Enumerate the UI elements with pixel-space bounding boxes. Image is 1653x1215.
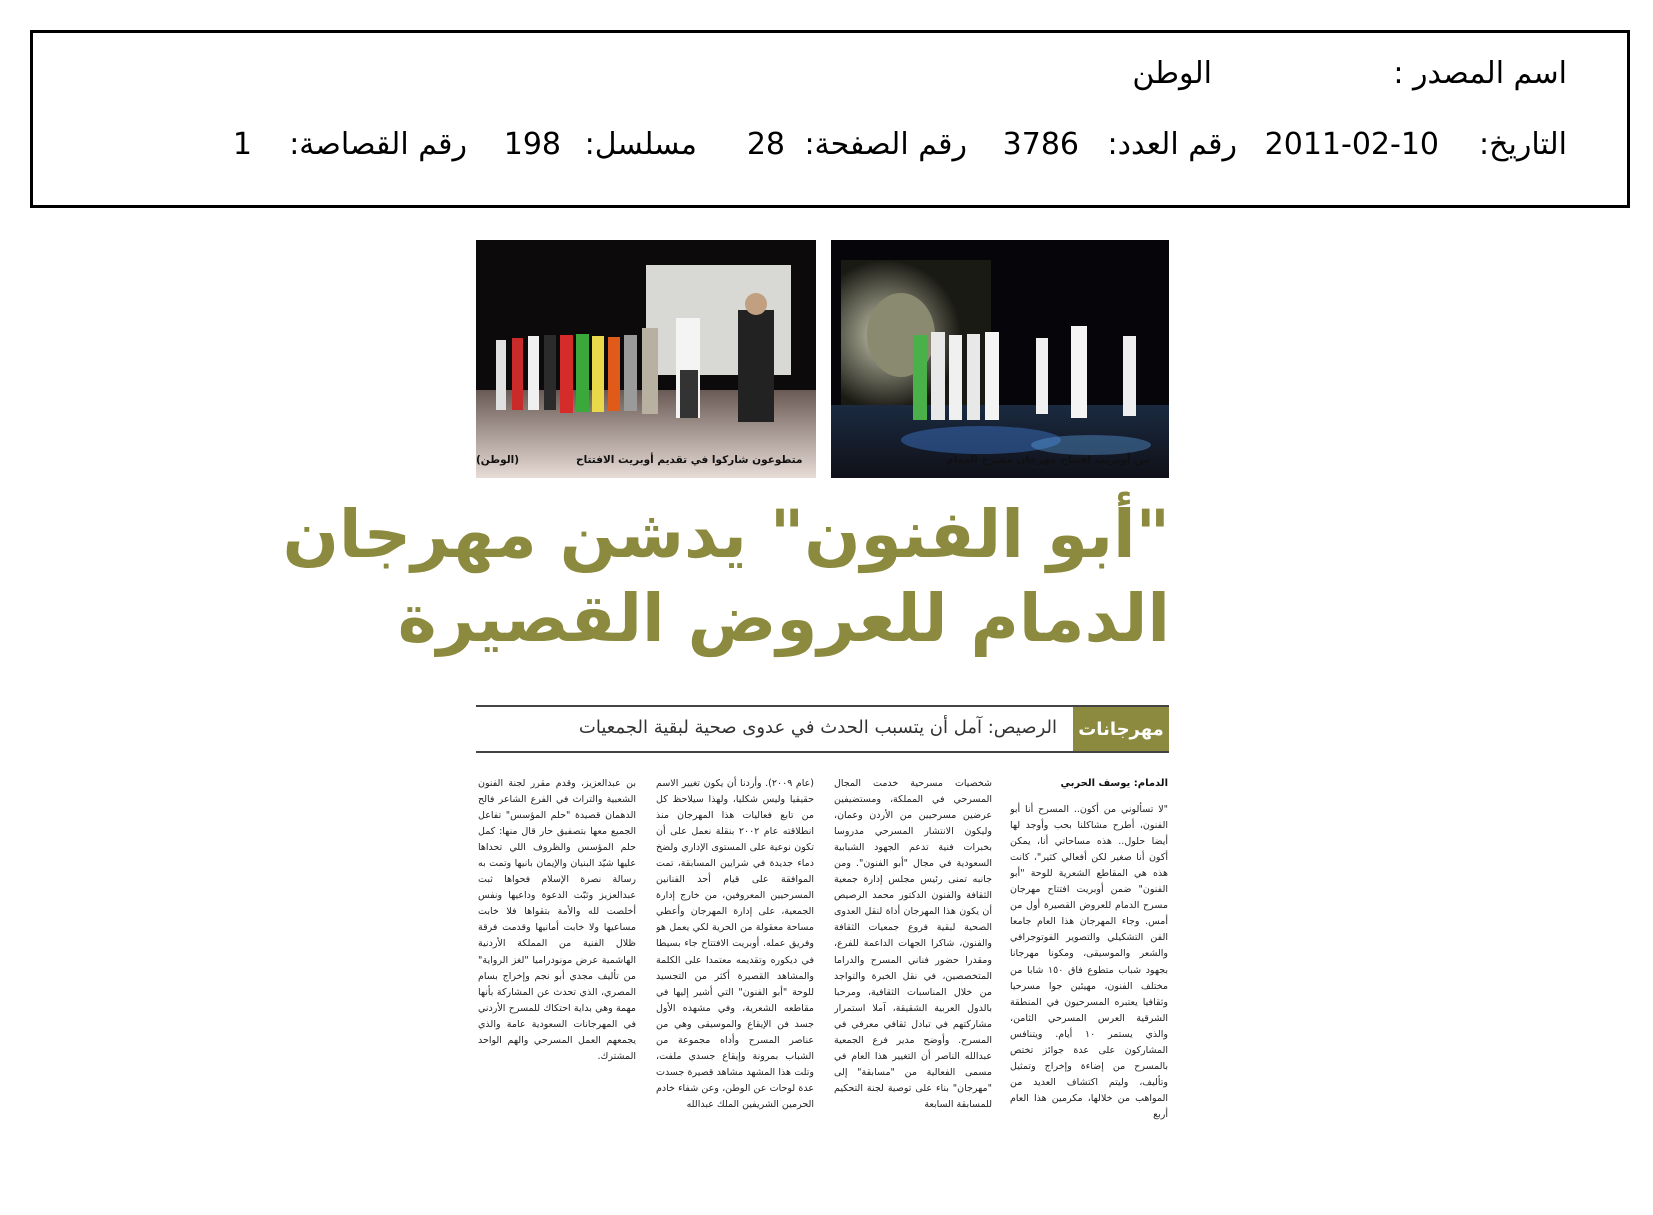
source-value: الوطن [1132, 56, 1212, 91]
newspaper-article [282, 236, 1176, 1186]
photo-credit: (الوطن) [476, 454, 520, 466]
page-label: رقم الصفحة: [804, 127, 967, 162]
article-column-2 [834, 776, 992, 1176]
serial-label: مسلسل: [584, 127, 697, 162]
byline: الدمام: يوسف الحربي [1060, 778, 1168, 789]
column-4-text: بن عبدالعزيز، وقدم مقرر لجنة الفنون الشعبية والتراث في الفرع الشاعر فالح الدهمان قصيدة "حلم المؤسس" تفاعل الجميع معها بتصفيق حار قال منها: كمل حلم المؤسس والظروف اللي تحداها عليها شيّد البنيان والإيمان بانيها وتمت به رسالة نصرة الإسلام فحواها ثبت عبدالعزيز وثبّت الدعوة وداعيها ونفس أخلصت لله والأمة بتقواها فلا خابت مساعيها ولا خابت أمانيها وقدمت فرقة ظلال الفنية من المملكة الأردنية الهاشمية عرض مونودراميا "لغز الرواية" من تأليف مجدي أبو نجم وإخراج بسام المصري، الذي تحدث عن المشاركة بأنها مهمة وهي بداية احتكاك للمسرح الأردني في المهرجانات السعودية عامة والذي يجمعهم العمل المسرحي والهم الواحد المشترك. [478, 778, 636, 1062]
caption-left-photo: متطوعون شاركوا في تقديم أوبريت الافتتاح [576, 454, 803, 466]
clipping-info-box [30, 30, 1630, 208]
serial-value: 198 [503, 127, 561, 162]
page-value: 28 [746, 127, 785, 162]
article-column-3 [656, 776, 814, 1176]
article-subtitle: الرصيص: آمل أن يتسبب الحدث في عدوى صحية لبقية الجمعيات [578, 717, 1057, 738]
article-column-4 [478, 776, 636, 1176]
operetta-stage-image [831, 240, 1169, 478]
photo-volunteers [476, 240, 816, 478]
headline-line-1: "أبو الفنون" يدشن مهرجان [282, 496, 1170, 573]
date-label: التاريخ: [1479, 127, 1567, 162]
subhead-bar [476, 705, 1169, 753]
headline-line-2: الدمام للعروض القصيرة [397, 580, 1170, 657]
section-tag: مهرجانات [1073, 707, 1169, 751]
issue-label: رقم العدد: [1107, 127, 1237, 162]
photo-operetta [831, 240, 1169, 478]
caption-right-photo: من أوبريت افتتاح مهرجان مسرح الدمام [946, 454, 1150, 466]
issue-value: 3786 [1002, 127, 1079, 162]
column-1-text: "لا تسألوني من أكون.. المسرح أنا أبو الفنون، أطرح مشاكلنا بحب وأوجد لها أيضا حلول.. هذه مساحاتي أنا، يمكن أكون أنا صغير لكن أفعالي كثير"، كانت هذه هي المقاطع الشعرية للوحة "أبو الفنون" ضمن أوبريت افتتاح مهرجان مسرح الدمام للعروض القصيرة أول من أمس. وجاء المهرجان هذا العام جامعا الفن التشكيلي والتصوير الفوتوجرافي والشعر والموسيقى، ومكونا مهرجانا بجهود شباب متطوع فاق ١٥٠ شابا من مختلف الفنون، مهيئين جوا مسرحيا وثقافيا يعتبره المسرحيون في المنطقة الشرقية العرس المسرحي الثامن، والذي يستمر ١٠ أيام. ويتنافس المشاركون على عدة جوائز تختص بالمسرح من إضاءة وإخراج وتمثيل وتأليف، وليتم اكتشاف العديد من المواهب من خلالها، مكرمين هذا العام أربع [1010, 804, 1168, 1120]
clip-value: 1 [232, 127, 252, 162]
column-3-text: (عام ٢٠٠٩). وأردنا أن يكون تغيير الاسم حقيقيا وليس شكليا، ولهذا سيلاحظ كل من تابع فعاليات هذا المهرجان منذ انطلاقته عام ٢٠٠٢ بنقلة نعمل على أن تكون نوعية على المستوى الإداري ولضخ دماء جديدة في شرايين المسابقة، تمت الموافقة على قيام أحد الفنانين المسرحيين المعروفين، من خارج إدارة الجمعية، على إدارة المهرجان وأعطي مساحة معقولة من الحرية لكي يعمل هو وفريق عمله. أوبريت الافتتاح جاء بسيطا في ديكوره وتقديمه معتمدا على الكلمة والمشاهد القصيرة أكثر من التجسيد للوحة "أبو الفنون" التي أشير إليها في مقاطعه الشعرية، وفي مشهده الأول جسد فن الإيقاع والموسيقى وهي من عناصر المسرح وأداه مجموعة من الشباب بمرونة وإيقاع جسدي ملفت، وتلت هذا المشهد مشاهد قصيرة جسدت عدة لوحات عن الوطن، وعن شفاء خادم الحرمين الشريفين الملك عبدالله [656, 778, 814, 1110]
clip-label: رقم القصاصة: [289, 127, 467, 162]
stage-volunteers-image [476, 240, 816, 478]
date-value: 2011-02-10 [1264, 127, 1439, 162]
source-label: اسم المصدر : [1393, 56, 1567, 91]
article-column-1 [1010, 776, 1168, 1176]
column-2-text: شخصيات مسرحية خدمت المجال المسرحي في المملكة، ومستضيفين عرضين مسرحيين من الأردن وعمان، وليكون الانتشار المسرحي مدروسا بخبرات فنية تدعم الجهود الشبابية السعودية في مجال "أبو الفنون". ومن جانبه تمنى رئيس مجلس إدارة جمعية الثقافة والفنون الدكتور محمد الرصيص أن يكون هذا المهرجان أداة لنقل العدوى الصحية لبقية فروع جمعيات الثقافة والفنون، شاكرا الجهات الداعمة للفرع، ومقدرا حضور فناني المسرح والدراما المتخصصين، في نقل الخبرة والتواجد من خلال المناسبات الثقافية، ومرحبا بالدول العربية الشقيقة، آملا استمرار مشاركتهم في تبادل ثقافي معرفي في المسرح. وأوضح مدير فرع الجمعية عبدالله الناصر أن التغيير هذا العام في مسمى الفعالية من "مسابقة" إلى "مهرجان" بناء على توصية لجنة التحكيم للمسابقة السابعة [834, 778, 992, 1110]
